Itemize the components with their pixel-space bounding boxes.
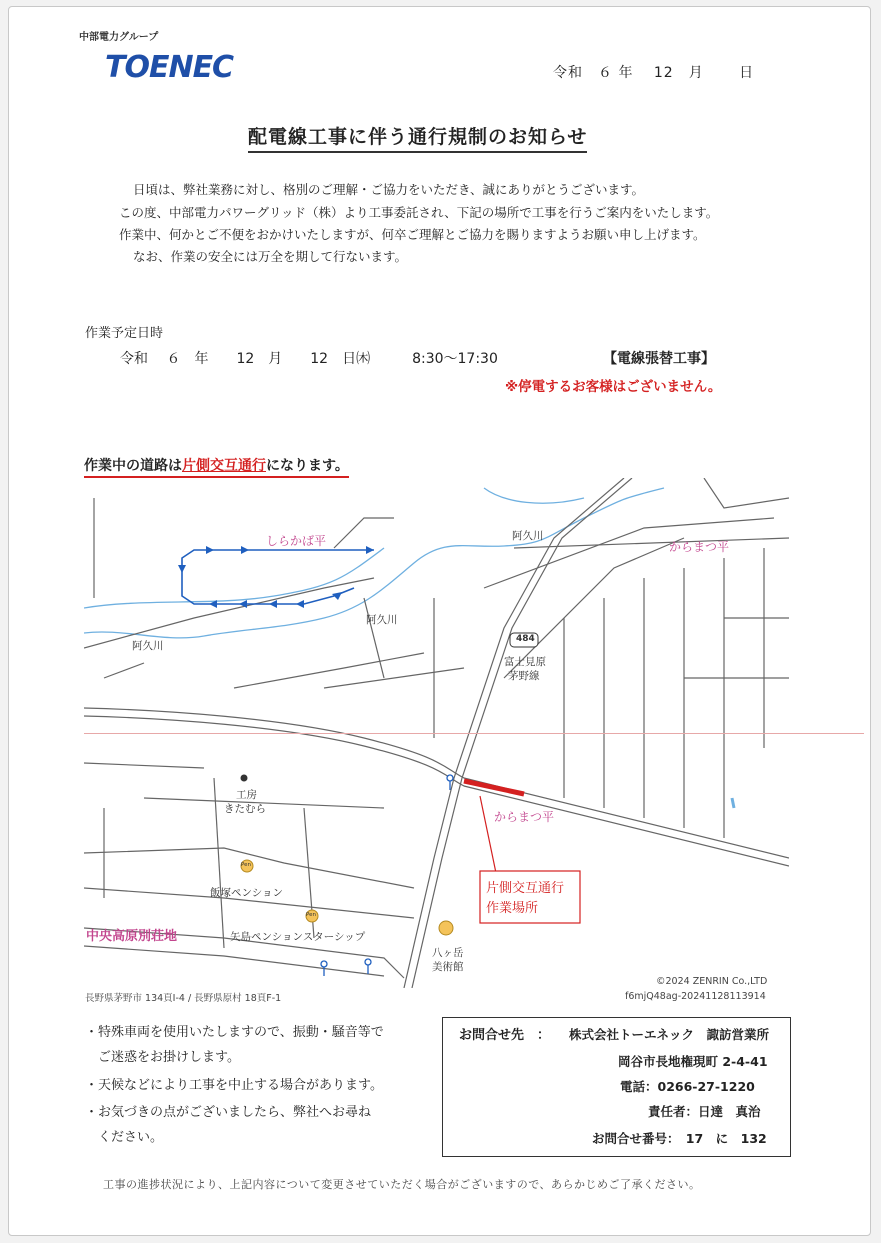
label-yajima: 矢島ペンションスターシップ bbox=[230, 931, 366, 943]
no-outage-note: ※停電するお客様はございません。 bbox=[505, 379, 722, 395]
road-w3 bbox=[324, 668, 464, 688]
label-akyu-3: 阿久川 bbox=[132, 640, 164, 652]
note-line-5: ください。 bbox=[85, 1130, 164, 1145]
contact-company: 株式会社トーエネック 諏訪営業所 bbox=[569, 1027, 770, 1042]
label-iizuka: 飯塚ペンション bbox=[210, 887, 284, 899]
work-type: 【電線張替工事】 bbox=[603, 351, 715, 367]
label-museum-2: 美術館 bbox=[432, 961, 464, 973]
kobo-dot bbox=[241, 775, 248, 782]
contact-inquiry: お問合せ番号： 17 に 132 bbox=[592, 1131, 767, 1146]
intro-line-4: なお、作業の安全には万全を期して行ないます。 bbox=[133, 249, 408, 264]
river-top bbox=[484, 488, 584, 503]
contact-manager: 責任者：日達 真治 bbox=[648, 1104, 761, 1119]
road-w6 bbox=[364, 598, 384, 678]
route-arrow bbox=[366, 546, 374, 554]
route-number: 484 bbox=[516, 634, 535, 644]
worksite-label-2: 作業場所 bbox=[486, 901, 539, 916]
road-w1 bbox=[84, 578, 374, 648]
schedule-date: 令和 ６ 年 12 月 12 日㈭ 8:30～17:30 bbox=[120, 351, 498, 367]
bus-stop-icon bbox=[447, 775, 453, 781]
intro-line-2: この度、中部電力パワーグリッド（株）より工事委託され、下記の場所で工事を行うご案内をいたします。 bbox=[119, 205, 719, 220]
map-copyright: ©2024 ZENRIN Co.,LTD bbox=[656, 976, 768, 987]
label-akyu-1: 阿久川 bbox=[512, 530, 544, 542]
note-line-3: ・天候などにより工事を中止する場合があります。 bbox=[85, 1078, 383, 1093]
road-note-suffix: になります。 bbox=[266, 458, 349, 474]
route-arrow bbox=[296, 600, 304, 608]
label-karamatsu-1: からまつ平 bbox=[669, 540, 730, 554]
intro-line-3: 作業中、何かとご不便をおかけいたしますが、何卒ご理解とご協力を賜りますようお願い申し上げます。 bbox=[119, 227, 706, 242]
worksite-label-1: 片側交互通行 bbox=[486, 881, 565, 896]
note-line-4: ・お気づきの点がございましたら、弊社へお尋ね bbox=[85, 1105, 372, 1120]
bus-stop-icon bbox=[321, 961, 327, 967]
river-upper bbox=[84, 548, 384, 608]
pension-badge-2: Pen bbox=[306, 912, 316, 918]
notice-date: 令和 ６ 年 12 月 日 bbox=[553, 65, 755, 81]
route-arrow bbox=[206, 546, 214, 554]
contact-phone: 電話：0266-27-1220 bbox=[620, 1079, 755, 1094]
pond bbox=[732, 798, 734, 808]
map-code: f6mjQ48ag-20241128113914 bbox=[625, 991, 766, 1002]
label-akyu-2: 阿久川 bbox=[366, 614, 398, 626]
page-title: 配電線工事に伴う通行規制のお知らせ bbox=[248, 122, 587, 153]
road-s9 bbox=[84, 763, 204, 768]
label-karamatsu-2: からまつ平 bbox=[494, 810, 555, 824]
intro-line-1: 日頃は、弊社業務に対し、格別のご理解・ご協力をいただき、誠にありがとうございます。 bbox=[133, 182, 645, 197]
label-museum-1: 八ヶ岳 bbox=[432, 947, 464, 959]
label-chuo: 中央高原別荘地 bbox=[86, 929, 178, 944]
footer-note: 工事の進捗状況により、上記内容について変更させていただく場合がございますので、あらかじめご了承ください。 bbox=[103, 1178, 701, 1191]
note-line-2: ご迷惑をお掛けします。 bbox=[85, 1050, 240, 1065]
route-arrow bbox=[241, 546, 249, 554]
route-arrow bbox=[269, 600, 277, 608]
road-note bbox=[84, 455, 349, 478]
contact-address: 岡谷市長地権現町 2-4-41 bbox=[618, 1054, 768, 1069]
group-name: 中部電力グループ bbox=[79, 32, 159, 43]
route-name-2: 茅野線 bbox=[508, 670, 540, 682]
scan-line bbox=[84, 733, 864, 734]
road-h3 bbox=[704, 478, 789, 508]
road-w8 bbox=[334, 518, 394, 548]
label-shirakaba: しらかば平 bbox=[266, 534, 327, 548]
label-kobo-1: 工房 bbox=[236, 789, 257, 801]
museum-icon bbox=[439, 921, 453, 935]
rivers bbox=[84, 488, 734, 808]
road-note-prefix: 作業中の道路は bbox=[84, 458, 182, 474]
note-line-1: ・特殊車両を使用いたしますので、振動・騒音等で bbox=[85, 1025, 384, 1040]
contact-box bbox=[442, 1017, 791, 1157]
worksite-segment bbox=[464, 781, 524, 794]
road-karamatsu bbox=[84, 708, 789, 858]
toenec-logo: TOENEC bbox=[105, 50, 234, 85]
contact-label: お問合せ先 ： bbox=[459, 1028, 551, 1043]
route-arrow bbox=[178, 565, 186, 573]
route-name-1: 富士見原 bbox=[504, 656, 546, 668]
road-karamatsu-b bbox=[84, 716, 789, 866]
road-w2 bbox=[234, 653, 424, 688]
label-kobo-2: きたむら bbox=[224, 803, 266, 815]
map-address: 長野県茅野市 134頁I-4 / 長野県原村 18頁F-1 bbox=[85, 993, 282, 1004]
road-ne1 bbox=[514, 538, 789, 548]
pension-badge-1: Pen bbox=[241, 862, 251, 868]
bus-stop-icon bbox=[365, 959, 371, 965]
road-s4 bbox=[84, 946, 384, 976]
road-s5 bbox=[214, 778, 224, 948]
road-w4 bbox=[104, 663, 144, 678]
schedule-label: 作業予定日時 bbox=[85, 326, 164, 341]
road-note-highlight: 片側交互通行 bbox=[182, 458, 266, 474]
